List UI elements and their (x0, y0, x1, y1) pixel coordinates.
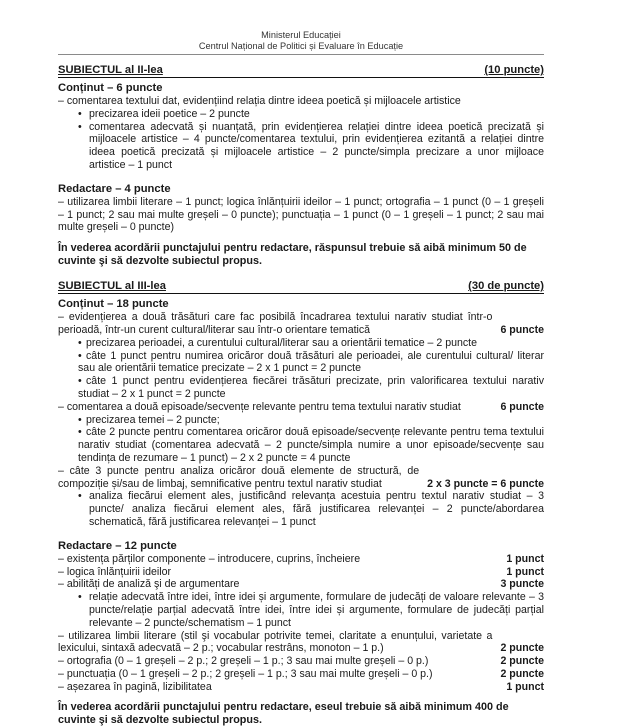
subject-3-writing-item (58, 630, 544, 656)
subject-3-writing-item (58, 681, 544, 694)
item-text: – existența părților componente – introducere, cuprins, încheiere (58, 552, 361, 565)
subject-2-note: În vederea acordării punctajului pentru redactare, răspunsul trebuie să aibă minimum 50 de cuvinte şi să dezvolte subiectul propus. (58, 242, 527, 268)
item-points: 6 puncte (500, 400, 544, 413)
subject-2-content-bullet: • precizarea ideii poetice – 2 puncte (58, 108, 544, 121)
item-points: 1 punct (506, 552, 544, 565)
bullet-text: precizarea temei – 2 puncte; (86, 413, 220, 426)
item-points: 1 punct (506, 565, 544, 578)
subject-3-content-bullet: • analiza fiecărui element ales, justificând relevanța acestuia pentru textul narativ studiat – 3 puncte/ analiza fiecărui element ales, fără justificarea relevanței – 2 puncte/abordarea schematică, fără justificarea relevanței – 1 punct (58, 490, 544, 528)
page-header (58, 30, 544, 52)
subject-2-content-title: Conținut – 6 puncte (58, 82, 163, 94)
item-text: – câte 3 puncte pentru analiza oricăror două elemente de structură, de compoziție și/sau de limbaj, semnificative pentru textul narativ studiat (58, 464, 420, 490)
item-text: – abilități de analiză şi de argumentare (58, 578, 240, 591)
center-name: Centrul Național de Politici și Evaluare în Educație (198, 41, 404, 51)
item-text: – punctuația (0 – 1 greșeli – 2 p.; 2 greșeli – 1 p.; 3 sau mai multe greșeli – 0 p.) (58, 667, 433, 680)
subject-3-content-bullet: • câte 1 punct pentru evidențierea fiecărei trăsături precizate, prin valorificarea textului narativ studiat – 2 x 1 punct = 2 puncte (78, 375, 544, 400)
subject-3-content-title: Conținut – 18 puncte (58, 298, 169, 311)
item-points: 2 puncte (500, 642, 544, 655)
subject-2-writing-title: Redactare – 4 puncte (58, 182, 171, 195)
item-points: 3 puncte (500, 578, 544, 591)
subject-3-content-bullet: • câte 1 punct pentru numirea oricăror două trăsături ale perioadei, ale curentului cultural/ literar sau ale orientării tematice precizate – 2 x 1 punct = 2 puncte (78, 349, 544, 375)
subject-3-heading (58, 280, 544, 294)
subject-3-content-bullet: • câte 2 puncte pentru comentarea oricăror două episoade/secvențe relevante pentru tema textului narativ studiat (comentarea adecvată – 2 puncte/simpla numire a unor episoade/secvențe sau tendința de rezumare – 1 punct) – 2 x 2 puncte = 4 puncte (78, 426, 544, 464)
ministry-name: Ministerul Educației (261, 30, 341, 40)
item-points: 2 puncte (500, 667, 544, 680)
item-text: – utilizarea limbii literare (stil şi vocabular potrivite temei, claritate a enunțului, varietate a lexicului, sintaxă adecvată – 2 p.; vocabular restrâns, monoton – 1 p.) (58, 629, 493, 655)
subject-3-title: SUBIECTUL al III-lea (58, 280, 166, 293)
subject-2-content-bullet: • comentarea adecvată și nuanțată, prin evidențierea relației dintre ideea poetică precizată și mijloacele artistice – 4 puncte/comentarea textului, prin evidențierea ezitantă a relației dintre ideea poetică precizată și mijloacele artistice – 2 puncte/simpla precizare a unor mijloace artistice – 1 punct (58, 121, 544, 172)
subject-2-title: SUBIECTUL al II-lea (58, 64, 163, 76)
bullet-text: câte 2 puncte pentru comentarea oricăror două episoade/secvențe relevante pentru tema textului narativ studiat (comentarea adecvată – 2 puncte/simpla numire a unor episoade/secvențe sau tendința de rezumare – 1 punct) – 2 x 2 puncte = 4 puncte (78, 426, 544, 464)
subject-2-writing-item: – utilizarea limbii literare – 1 punct; logica înlănțuirii ideilor – 1 punct; ortografia – 1 punct (0 – 1 greșeli – 1 punct; 2 sau mai multe greșeli – 0 puncte); punctuația – 1 punct (0 – 1 greșeli – 1 punct; 2 sau mai multe greșeli – 0 puncte) (58, 195, 544, 234)
subject-2-heading (58, 64, 544, 78)
subject-3-content-item (58, 311, 544, 337)
item-text: – așezarea în pagină, lizibilitatea (58, 680, 212, 693)
item-text: – comentarea a două episoade/secvențe relevante pentru tema textului narativ studiat (58, 400, 461, 413)
subject-3-points: (30 de puncte) (468, 280, 544, 293)
subject-3-content-bullet: • precizarea perioadei, a curentului cultural/literar sau a orientării tematice – 2 puncte (78, 336, 478, 349)
subject-3-writing-item (58, 578, 544, 591)
bullet-text: precizarea perioadei, a curentului cultural/literar sau a orientării tematice – 2 puncte (86, 336, 478, 349)
subject-3-writing-bullet: • relație adecvată între idei, între idei și argumente, formulare de judecăți de valoare relevante – 3 puncte/relație parțial adecvată între idei, între idei și argumente, formulare de judecăți parțial relevante – 2 puncte/schematism – 1 punct (58, 591, 544, 629)
document-page (58, 30, 544, 727)
header-divider (58, 54, 544, 55)
bullet-text: câte 1 punct pentru numirea oricăror două trăsături ale perioadei, ale curentului cultural/ literar sau ale orientării tematice precizate – 2 x 1 punct = 2 puncte (78, 349, 544, 375)
subject-3-writing-item (58, 655, 544, 668)
subject-3-content-bullet: • precizarea temei – 2 puncte; (78, 413, 220, 426)
subject-3-writing-item (58, 668, 544, 681)
subject-2-content-item: – comentarea textului dat, evidențiind relația dintre ideea poetică și mijloacele artistice (58, 95, 461, 107)
subject-3-writing-item (58, 553, 544, 566)
item-text: – logica înlănțuirii ideilor (58, 565, 172, 578)
bullet-text: câte 1 punct pentru evidențierea fiecărei trăsături precizate, prin valorificarea textului narativ studiat – 2 x 1 punct = 2 puncte (78, 375, 544, 400)
item-points: 1 punct (506, 680, 544, 693)
item-text: – ortografia (0 – 1 greșeli – 2 p.; 2 greșeli – 1 p.; 3 sau mai multe greșeli – 0 p.) (58, 655, 429, 668)
item-text: – evidențierea a două trăsături care fac posibilă încadrarea textului narativ studiat într-o perioadă, într-un curent cultural/literar sau într-o orientare tematică (58, 311, 493, 336)
subject-3-content-item (58, 465, 544, 491)
item-points: 2 x 3 puncte = 6 puncte (427, 477, 544, 490)
subject-3-note: În vederea acordării punctajului pentru redactare, eseul trebuie să aibă minimum 400 de cuvinte şi să dezvolte subiectul propus. (58, 701, 509, 727)
subject-3-writing-title: Redactare – 12 puncte (58, 539, 177, 552)
item-points: 6 puncte (500, 323, 544, 336)
subject-2-points: (10 puncte) (484, 64, 544, 76)
subject-3-writing-item (58, 566, 544, 579)
item-points: 2 puncte (500, 655, 544, 668)
subject-3-content-item (58, 401, 544, 414)
